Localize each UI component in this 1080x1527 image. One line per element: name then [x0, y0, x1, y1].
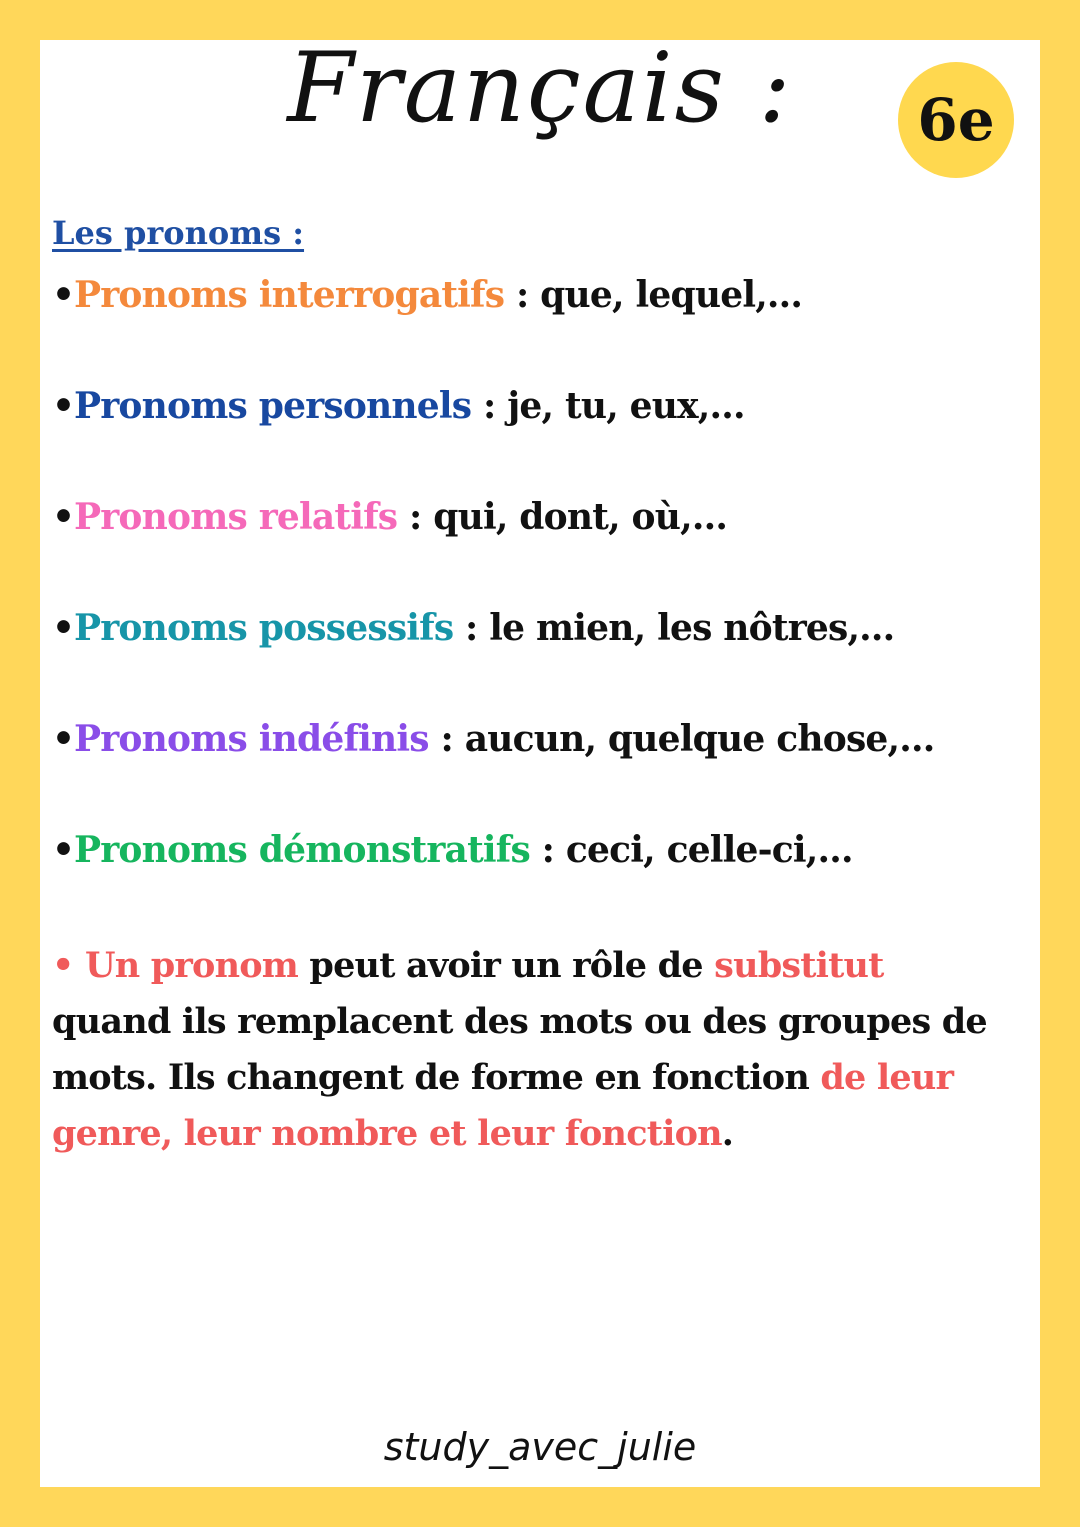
list-item-possessifs [52, 607, 1012, 650]
paragraph-text: quand ils remplacent des mots ou des groupes de mots. Ils changent de forme en fonction [52, 1001, 987, 1098]
highlight-un-pronom: Un pronom [84, 945, 299, 986]
pronoun-term: Pronoms relatifs [74, 496, 398, 538]
pronoun-term: Pronoms démonstratifs [74, 829, 530, 871]
highlight-genre-nombre-fonction: de leur genre, leur nombre et leur fonction [52, 1057, 954, 1154]
pronoun-term: Pronoms possessifs [74, 607, 454, 649]
paragraph-text: peut avoir un rôle de [298, 945, 715, 986]
bullet: • [52, 496, 75, 538]
pronoun-term: Pronoms indéfinis [74, 718, 429, 760]
pronoun-examples: : aucun, quelque chose,... [428, 718, 935, 760]
list-item-indefinis [52, 718, 1012, 761]
list-item-relatifs [52, 496, 1012, 539]
pronoun-examples: : qui, dont, où,... [397, 496, 728, 538]
pronoun-term: Pronoms interrogatifs [74, 274, 505, 316]
bullet: • [52, 945, 74, 986]
pronoun-examples: : que, lequel,... [504, 274, 803, 316]
signature: study_avec_julie [383, 1425, 697, 1469]
page-sheet [40, 40, 1040, 1487]
bullet: • [52, 829, 75, 871]
bullet: • [52, 607, 75, 649]
list-item-personnels [52, 385, 1012, 428]
pronoun-examples: : ceci, celle-ci,... [529, 829, 853, 871]
pronoun-examples: : le mien, les nôtres,... [453, 607, 895, 649]
substitute-paragraph [52, 938, 1002, 1162]
bullet: • [52, 385, 75, 427]
pronoun-examples: : je, tu, eux,... [471, 385, 745, 427]
page-title: Français : [287, 32, 793, 144]
list-item-interrogatifs [52, 274, 1012, 317]
bullet: • [52, 718, 75, 760]
section-heading: Les pronoms : [52, 214, 305, 252]
pronoun-term: Pronoms personnels [74, 385, 472, 427]
grade-badge: 6e [898, 62, 1014, 178]
highlight-substitut: substitut [714, 945, 884, 986]
list-item-demonstratifs [52, 829, 1012, 872]
bullet: • [52, 274, 75, 316]
paragraph-period: . [721, 1113, 734, 1154]
